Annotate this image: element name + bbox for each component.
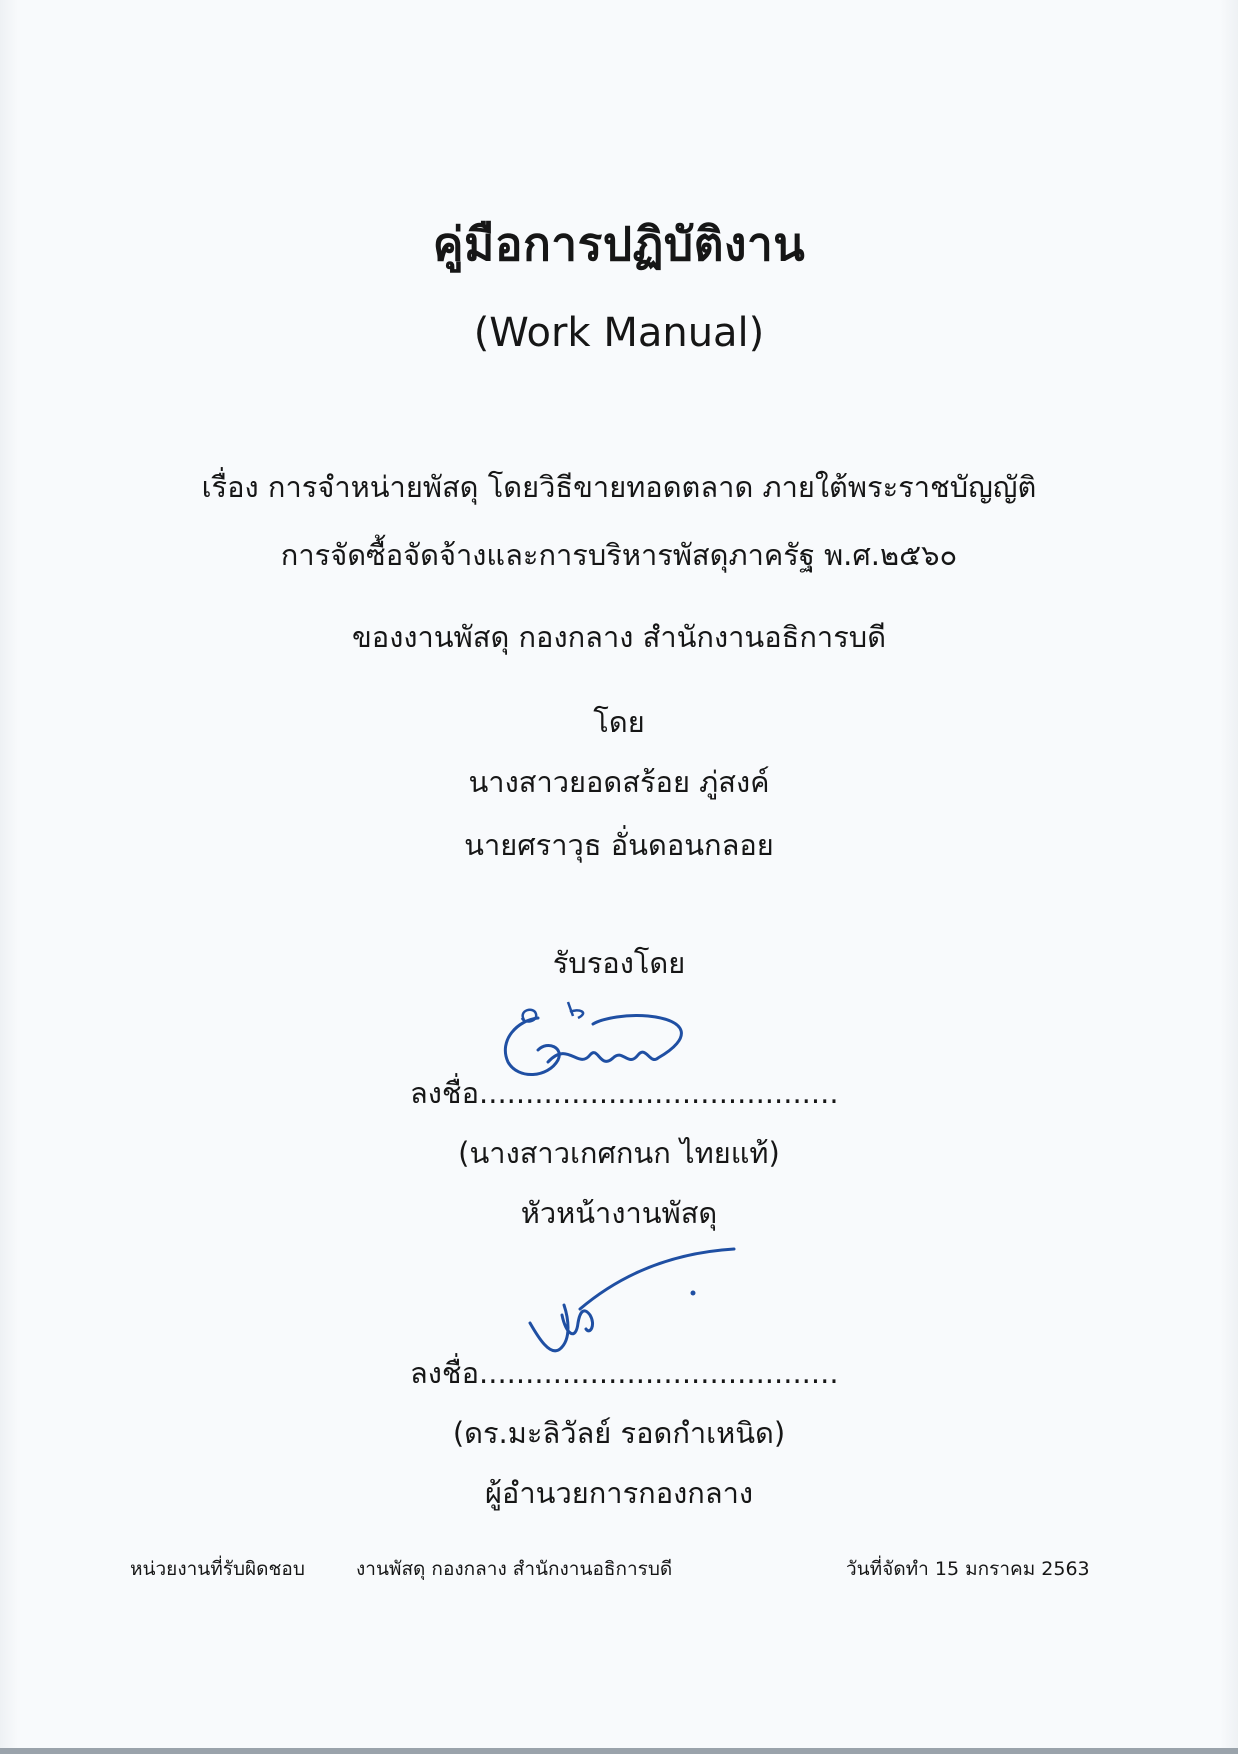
by-label: โดย [593,705,645,739]
responsible-unit-label: หน่วยงานที่รับผิดชอบ [130,1558,305,1580]
signer-name: (ดร.มะลิวัลย์ รอดกำเหนิด) [452,1416,786,1450]
scan-edge [0,1748,1238,1754]
signature-line: ลงชื่อ....................................... [410,1076,839,1110]
signer-name: (นางสาวเกศกนก ไทยแท้) [458,1136,780,1170]
author-name: นายศราวุธ อั่นดอนกลอย [464,828,774,862]
signer-position: หัวหน้างานพัสดุ [520,1196,718,1230]
signature-line: ลงชื่อ....................................... [410,1356,839,1390]
author-name: นางสาวยอดสร้อย ภู่สงค์ [468,765,770,799]
subject-line-2: การจัดซื้อจัดจ้างและการบริหารพัสดุภาครัฐ พ.ศ.๒๕๖๐ [280,538,958,572]
prepared-date: วันที่จัดทำ 15 มกราคม 2563 [846,1558,1090,1580]
responsible-unit: งานพัสดุ กองกลาง สำนักงานอธิการบดี [356,1558,673,1580]
certified-by-label: รับรองโดย [552,946,686,980]
subject-line-1: เรื่อง การจำหน่ายพัสดุ โดยวิธีขายทอดตลาด ภายใต้พระราชบัญญัติ [201,470,1037,504]
title-thai: คู่มือการปฏิบัติงาน [432,217,806,271]
title-english: (Work Manual) [473,310,765,356]
owner-unit: ของงานพัสดุ กองกลาง สำนักงานอธิการบดี [351,620,887,654]
signer-position: ผู้อำนวยการกองกลาง [484,1476,754,1510]
